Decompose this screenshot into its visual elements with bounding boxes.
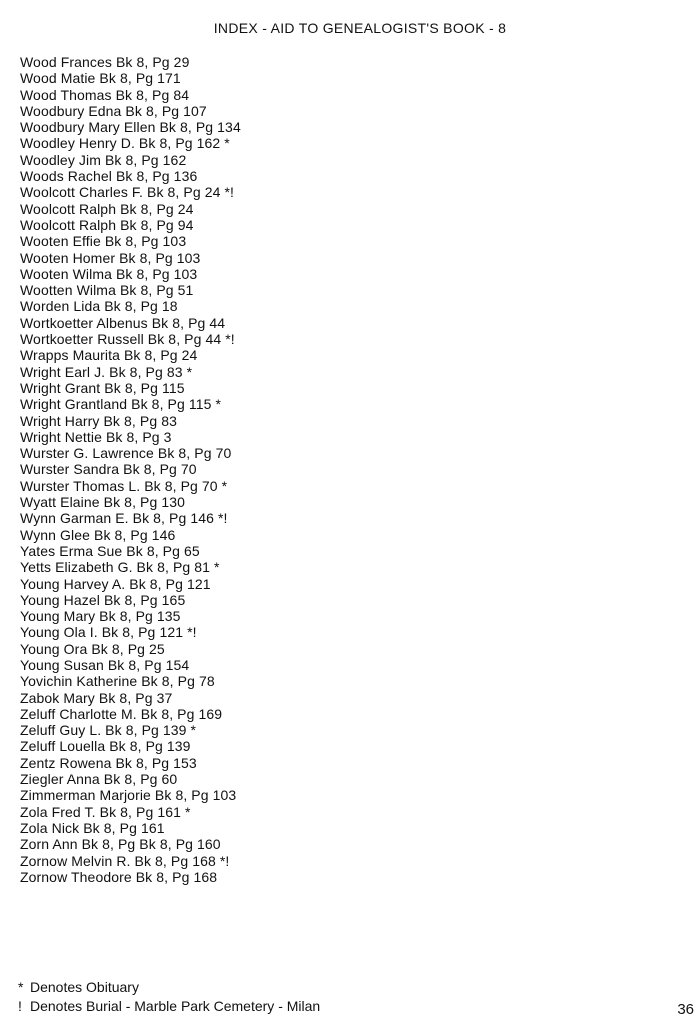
index-entry: Zornow Theodore Bk 8, Pg 168 bbox=[20, 868, 218, 885]
index-entry: Yovichin Katherine Bk 8, Pg 78 bbox=[20, 673, 215, 690]
burial-symbol: ! bbox=[18, 998, 22, 1014]
index-entry: Young Hazel Bk 8, Pg 165 bbox=[20, 591, 186, 608]
index-entry: Wooten Effie Bk 8, Pg 103 bbox=[20, 233, 187, 250]
index-entry: Zornow Melvin R. Bk 8, Pg 168 *! bbox=[20, 852, 230, 869]
index-entry: Wynn Garman E. Bk 8, Pg 146 *! bbox=[20, 510, 228, 527]
index-entry: Woods Rachel Bk 8, Pg 136 bbox=[20, 168, 198, 185]
index-entry: Woolcott Charles F. Bk 8, Pg 24 *! bbox=[20, 184, 235, 201]
index-entry: Wortkoetter Albenus Bk 8, Pg 44 bbox=[20, 314, 226, 331]
obituary-symbol: * bbox=[18, 979, 24, 995]
index-entry: Wrapps Maurita Bk 8, Pg 24 bbox=[20, 347, 198, 364]
index-entry: Zola Fred T. Bk 8, Pg 161 * bbox=[20, 803, 191, 820]
index-entry: Young Mary Bk 8, Pg 135 bbox=[20, 608, 181, 625]
index-entry: Young Susan Bk 8, Pg 154 bbox=[20, 656, 190, 673]
index-entry: Wright Grantland Bk 8, Pg 115 * bbox=[20, 396, 222, 413]
index-entry: Young Harvey A. Bk 8, Pg 121 bbox=[20, 575, 211, 592]
index-entry: Zeluff Charlotte M. Bk 8, Pg 169 bbox=[20, 705, 223, 722]
index-entry: Zentz Rowena Bk 8, Pg 153 bbox=[20, 754, 197, 771]
index-entry: Young Ola I. Bk 8, Pg 121 *! bbox=[20, 624, 197, 641]
legend-obituary bbox=[18, 978, 320, 997]
index-entry: Woolcott Ralph Bk 8, Pg 94 bbox=[20, 216, 194, 233]
index-entry: Wortkoetter Russell Bk 8, Pg 44 *! bbox=[20, 331, 235, 348]
legend-burial bbox=[18, 997, 320, 1016]
index-entry: Wright Nettie Bk 8, Pg 3 bbox=[20, 428, 172, 445]
index-entry: Wood Frances Bk 8, Pg 29 bbox=[20, 54, 190, 70]
page-number: 36 bbox=[677, 1001, 694, 1018]
index-entry: Zola Nick Bk 8, Pg 161 bbox=[20, 819, 165, 836]
index-entry: Woodley Jim Bk 8, Pg 162 bbox=[20, 151, 187, 168]
index-entry: Ziegler Anna Bk 8, Pg 60 bbox=[20, 771, 178, 788]
index-entry: Wyatt Elaine Bk 8, Pg 130 bbox=[20, 494, 186, 511]
index-entry: Wurster Thomas L. Bk 8, Pg 70 * bbox=[20, 477, 228, 494]
index-entry: Wood Thomas Bk 8, Pg 84 bbox=[20, 86, 190, 103]
index-entry: Wurster G. Lawrence Bk 8, Pg 70 bbox=[20, 445, 232, 462]
index-entry: Wooten Wilma Bk 8, Pg 103 bbox=[20, 265, 198, 282]
index-entry: Wright Grant Bk 8, Pg 115 bbox=[20, 379, 185, 396]
index-entry: Yates Erma Sue Bk 8, Pg 65 bbox=[20, 542, 200, 559]
index-entry: Wright Harry Bk 8, Pg 83 bbox=[20, 412, 177, 429]
index-entry: Wynn Glee Bk 8, Pg 146 bbox=[20, 526, 176, 543]
index-entry-list bbox=[20, 54, 241, 885]
page-title: INDEX - AID TO GENEALOGIST'S BOOK - 8 bbox=[213, 20, 507, 36]
index-entry: Young Ora Bk 8, Pg 25 bbox=[20, 640, 165, 657]
legend bbox=[18, 978, 320, 1016]
index-entry: Wurster Sandra Bk 8, Pg 70 bbox=[20, 461, 197, 478]
index-entry: Wooten Homer Bk 8, Pg 103 bbox=[20, 249, 201, 266]
index-entry: Woodbury Edna Bk 8, Pg 107 bbox=[20, 102, 207, 119]
index-entry: Woodley Henry D. Bk 8, Pg 162 * bbox=[20, 135, 230, 152]
index-entry: Zeluff Guy L. Bk 8, Pg 139 * bbox=[20, 722, 197, 739]
burial-text: Denotes Burial - Marble Park Cemetery - Milan bbox=[30, 998, 321, 1014]
index-entry: Worden Lida Bk 8, Pg 18 bbox=[20, 298, 178, 315]
index-entry: Zeluff Louella Bk 8, Pg 139 bbox=[20, 738, 191, 755]
obituary-text: Denotes Obituary bbox=[30, 979, 139, 995]
index-entry: Zimmerman Marjorie Bk 8, Pg 103 bbox=[20, 787, 237, 804]
index-entry: Woodbury Mary Ellen Bk 8, Pg 134 bbox=[20, 119, 241, 136]
index-entry: Zabok Mary Bk 8, Pg 37 bbox=[20, 689, 173, 706]
index-entry: Zorn Ann Bk 8, Pg Bk 8, Pg 160 bbox=[20, 836, 221, 853]
index-entry: Wright Earl J. Bk 8, Pg 83 * bbox=[20, 363, 193, 380]
index-entry: Wootten Wilma Bk 8, Pg 51 bbox=[20, 282, 194, 299]
index-entry: Woolcott Ralph Bk 8, Pg 24 bbox=[20, 200, 194, 217]
index-entry: Wood Matie Bk 8, Pg 171 bbox=[20, 70, 181, 87]
index-entry: Yetts Elizabeth G. Bk 8, Pg 81 * bbox=[20, 559, 220, 576]
